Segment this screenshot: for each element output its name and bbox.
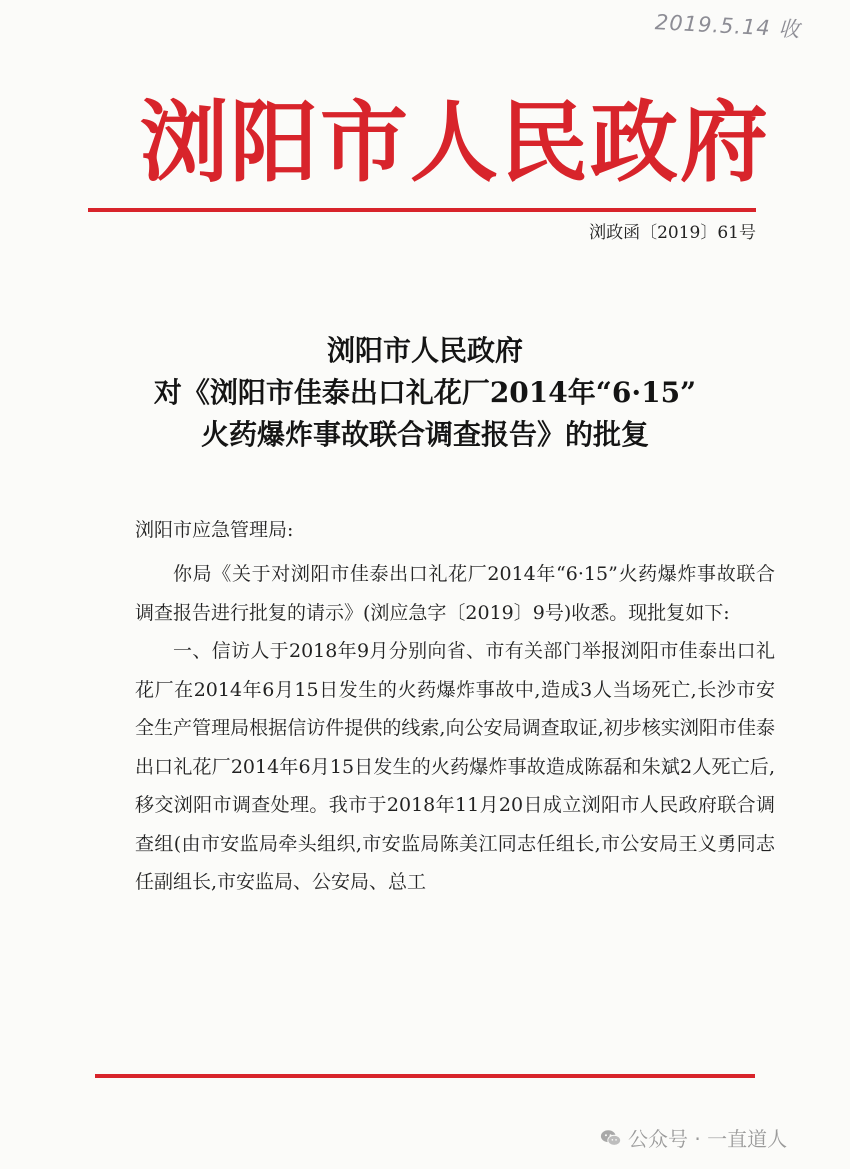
body-paragraph: 一、信访人于2018年9月分别向省、市有关部门举报浏阳市佳泰出口礼花厂在2014年6月15日发生的火药爆炸事故中,造成3人当场死亡,长沙市安全生产管理局根据信访件提供的线索,向公安局调查取证,初步核实浏阳市佳泰出口礼花厂2014年6月15日发生的火药爆炸事故造成陈磊和朱斌2人死亡后,移交浏阳市调查处理。我市于2018年11月20日成立浏阳市人民政府联合调查组(由市安监局牵头组织,市安监局陈美江同志任组长,市公安局王义勇同志任副组长,市安监局、公安局、总工: [135, 640, 775, 893]
watermark: [600, 1123, 787, 1152]
bottom-red-rule: [95, 1074, 755, 1078]
document-title: [100, 330, 750, 456]
document-body: [135, 555, 775, 902]
received-date-note: 2019.5.14 收: [654, 10, 802, 42]
title-line-3: 火药爆炸事故联合调查报告》的批复: [200, 418, 649, 451]
title-line-1: 浏阳市人民政府: [326, 334, 523, 367]
addressee: 浏阳市应急管理局:: [135, 519, 294, 541]
body-paragraph: 你局《关于对浏阳市佳泰出口礼花厂2014年“6·15”火药爆炸事故联合调查报告进行批复的请示》(浏应急字〔2019〕9号)收悉。现批复如下:: [135, 563, 775, 624]
top-red-rule: [88, 208, 756, 212]
watermark-text: 公众号 · 一直道人: [628, 1127, 788, 1151]
document-number: 浏政函〔2019〕61号: [589, 223, 756, 243]
wechat-icon: [600, 1127, 622, 1149]
masthead-title: 浏阳市人民政府: [140, 90, 771, 194]
title-line-2: 对《浏阳市佳泰出口礼花厂2014年“6·15”: [153, 376, 697, 409]
